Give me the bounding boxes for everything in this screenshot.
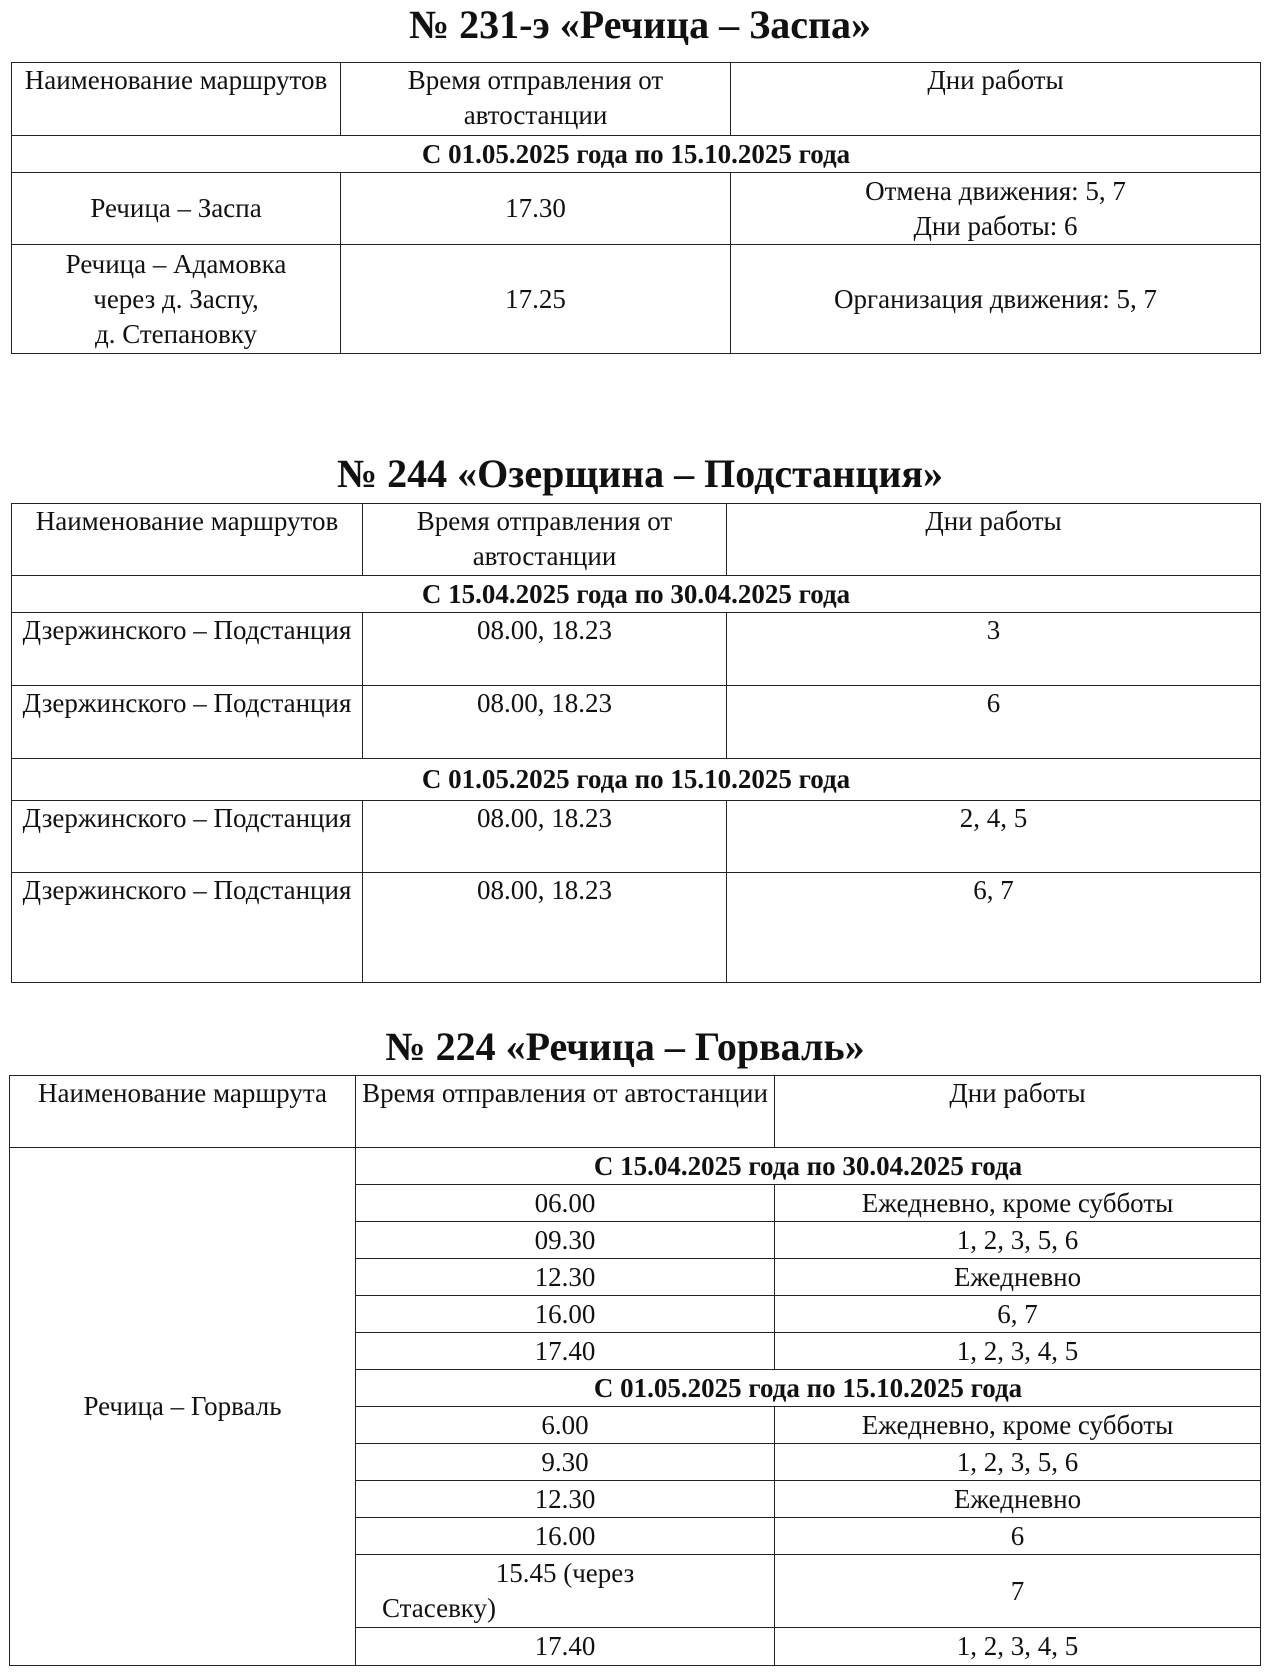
working-days: 6 xyxy=(727,686,1261,759)
working-days: 2, 4, 5 xyxy=(727,801,1261,873)
header-departure-time: Время отправления от автостанции xyxy=(356,1076,775,1148)
departure-time: 16.00 xyxy=(356,1518,775,1555)
departure-time: 17.25 xyxy=(341,245,731,354)
departure-time: 17.40 xyxy=(356,1628,775,1666)
period-row xyxy=(12,576,1261,613)
time-line: 15.45 (через xyxy=(495,1558,635,1588)
departure-time: 08.00, 18.23 xyxy=(363,613,727,686)
departure-time: 6.00 xyxy=(356,1407,775,1444)
period-row xyxy=(12,136,1261,173)
departure-time: 06.00 xyxy=(356,1185,775,1222)
departure-time xyxy=(356,1555,775,1628)
working-days: 6, 7 xyxy=(727,873,1261,983)
departure-time: 9.30 xyxy=(356,1444,775,1481)
working-days: Организация движения: 5, 7 xyxy=(731,245,1261,354)
table-row xyxy=(12,873,1261,983)
table-row xyxy=(12,801,1261,873)
route-name: Дзержинского – Подстанция xyxy=(12,613,363,686)
period-label: С 15.04.2025 года по 30.04.2025 года xyxy=(12,576,1261,613)
period-row xyxy=(12,759,1261,801)
working-days: Ежедневно xyxy=(775,1481,1261,1518)
table-header-row xyxy=(12,63,1261,136)
departure-time: 12.30 xyxy=(356,1481,775,1518)
working-days: Ежедневно, кроме субботы xyxy=(775,1407,1261,1444)
header-route-name: Наименование маршрутов xyxy=(12,504,363,576)
period-label: С 01.05.2025 года по 15.10.2025 года xyxy=(12,136,1261,173)
departure-time: 17.40 xyxy=(356,1333,775,1370)
period-label: С 01.05.2025 года по 15.10.2025 года xyxy=(12,759,1261,801)
route-name xyxy=(12,245,341,354)
header-route-name: Наименование маршрута xyxy=(10,1076,356,1148)
route-244-table xyxy=(11,503,1261,983)
time-line: Стасевку) xyxy=(382,1593,497,1623)
departure-time: 08.00, 18.23 xyxy=(363,873,727,983)
table-header-row xyxy=(12,504,1261,576)
working-days: 6 xyxy=(775,1518,1261,1555)
departure-time: 16.00 xyxy=(356,1296,775,1333)
table-row xyxy=(12,686,1261,759)
header-route-name: Наименование маршрутов xyxy=(12,63,341,136)
table-row xyxy=(12,173,1261,245)
working-days: Ежедневно xyxy=(775,1259,1261,1296)
route-name-line: д. Степановку xyxy=(94,318,258,349)
working-days: 1, 2, 3, 5, 6 xyxy=(775,1444,1261,1481)
table-row xyxy=(12,613,1261,686)
departure-time: 09.30 xyxy=(356,1222,775,1259)
route-name: Дзержинского – Подстанция xyxy=(12,873,363,983)
route-224-title: № 224 «Речица – Горваль» xyxy=(385,1024,865,1069)
table-header-row xyxy=(10,1076,1261,1148)
working-days: Ежедневно, кроме субботы xyxy=(775,1185,1261,1222)
header-working-days: Дни работы xyxy=(727,504,1261,576)
route-name: Дзержинского – Подстанция xyxy=(12,686,363,759)
route-name-line: Речица – Адамовка xyxy=(65,248,287,279)
period-row xyxy=(10,1148,1261,1185)
route-name-line: через д. Заспу, xyxy=(93,283,259,314)
route-244-title: № 244 «Озерщина – Подстанция» xyxy=(336,451,944,496)
departure-time: 08.00, 18.23 xyxy=(363,686,727,759)
route-224-table xyxy=(9,1075,1261,1666)
route-name: Речица – Заспа xyxy=(12,173,341,245)
header-departure-time: Время отправления от автостанции xyxy=(363,504,727,576)
period-label: С 15.04.2025 года по 30.04.2025 года xyxy=(356,1148,1261,1185)
period-label: С 01.05.2025 года по 15.10.2025 года xyxy=(356,1370,1261,1407)
working-days: 6, 7 xyxy=(775,1296,1261,1333)
working-days xyxy=(731,173,1261,245)
working-days: 3 xyxy=(727,613,1261,686)
header-departure-time: Время отправления от автостанции xyxy=(341,63,731,136)
working-days: 1, 2, 3, 4, 5 xyxy=(775,1333,1261,1370)
table-row xyxy=(12,245,1261,354)
route-name: Дзержинского – Подстанция xyxy=(12,801,363,873)
header-working-days: Дни работы xyxy=(775,1076,1261,1148)
route-name: Речица – Горваль xyxy=(10,1148,356,1666)
working-days: 7 xyxy=(775,1555,1261,1628)
days-line: Дни работы: 6 xyxy=(913,210,1078,241)
route-231-table xyxy=(11,62,1261,354)
departure-time: 12.30 xyxy=(356,1259,775,1296)
days-line: Отмена движения: 5, 7 xyxy=(865,175,1126,206)
working-days: 1, 2, 3, 4, 5 xyxy=(775,1628,1261,1666)
departure-time: 17.30 xyxy=(341,173,731,245)
departure-time: 08.00, 18.23 xyxy=(363,801,727,873)
route-231-title: № 231-э «Речица – Заспа» xyxy=(408,2,872,47)
header-working-days: Дни работы xyxy=(731,63,1261,136)
working-days: 1, 2, 3, 5, 6 xyxy=(775,1222,1261,1259)
